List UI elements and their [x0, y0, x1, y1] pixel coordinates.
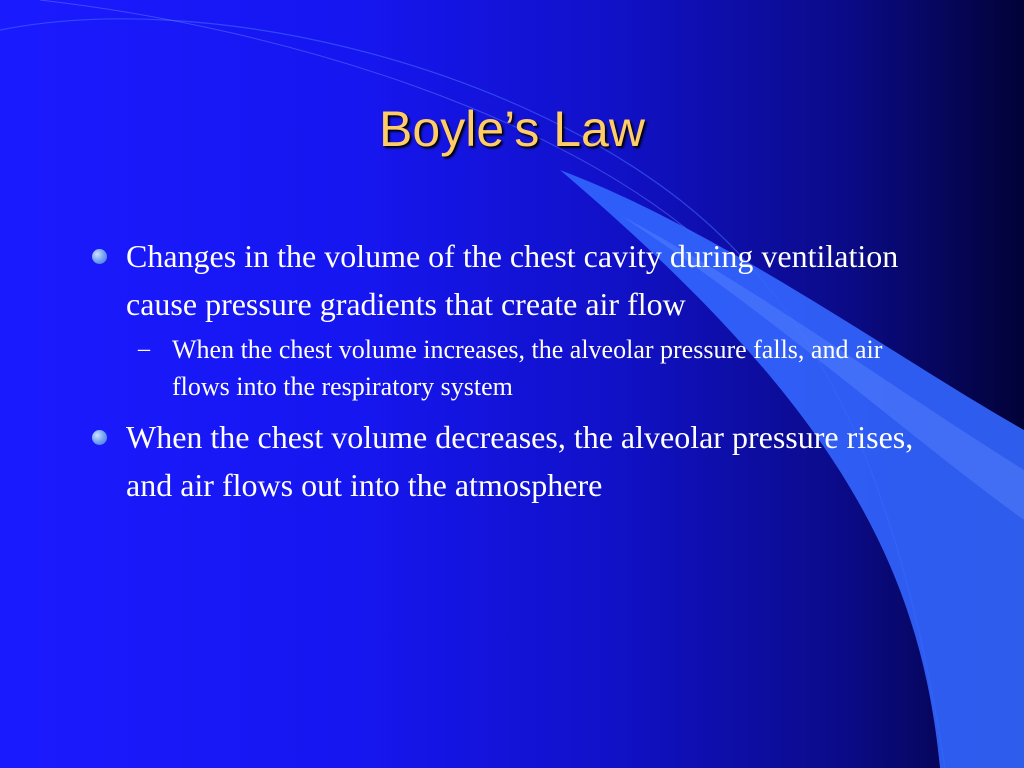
- sub-bullet-text: When the chest volume increases, the alveolar pressure falls, and air flows into the respiratory system: [172, 335, 883, 401]
- bullet-item: [90, 232, 940, 328]
- bullet-dot-icon: [92, 430, 107, 445]
- bullet-item: [90, 413, 940, 509]
- slide-title: Boyle’s Law: [379, 101, 645, 157]
- bullet-dot-icon: [92, 249, 107, 264]
- bullet-text: Changes in the volume of the chest cavity during ventilation cause pressure gradients that create air flow: [126, 238, 899, 322]
- sub-bullet-dash-icon: –: [138, 336, 150, 362]
- slide-content: [90, 232, 940, 509]
- sub-bullet-item: [136, 331, 940, 405]
- bullet-text: When the chest volume decreases, the alveolar pressure rises, and air flows out into the atmosphere: [126, 419, 914, 503]
